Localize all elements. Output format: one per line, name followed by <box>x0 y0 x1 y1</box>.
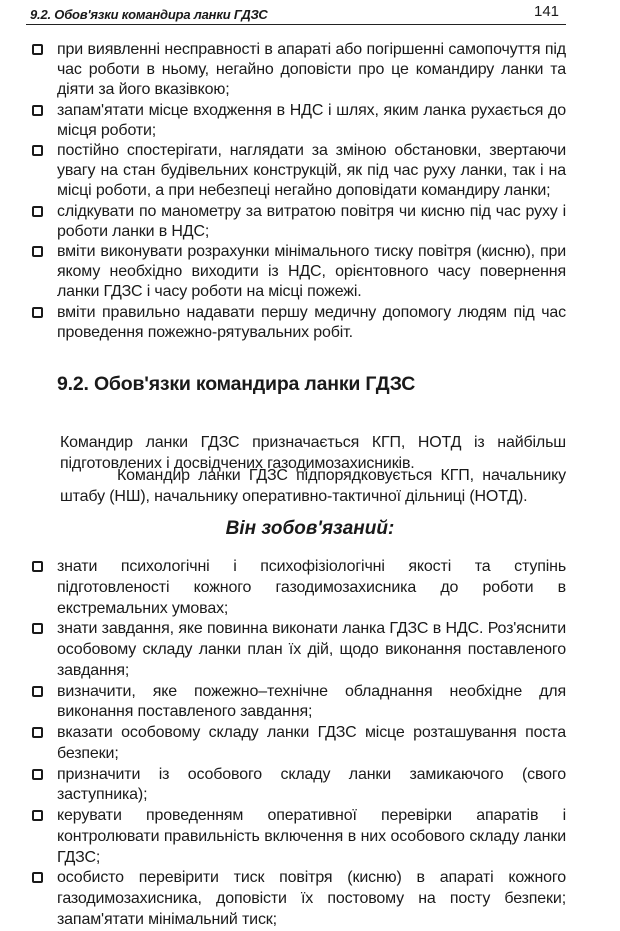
checkbox-bullet-icon <box>32 810 43 821</box>
header-rule <box>26 24 566 25</box>
checkbox-bullet-icon <box>32 206 43 217</box>
list-item <box>31 619 566 681</box>
duties-subheading: Він зобов'язаний: <box>225 518 395 539</box>
list-item-text: призначити із особового складу ланки замикаючого (свого заступника); <box>57 765 566 804</box>
list-item-text: слідкувати по манометру за витратою повітря чи кисню під час руху і роботи ланки в НДС; <box>57 202 566 240</box>
list-item-text: керувати проведенням оперативної перевірки апаратів і контролювати правильність включення в них особового складу ланки ГДЗС; <box>57 807 566 866</box>
list-item <box>31 242 566 303</box>
list-item-text: особисто перевірити тиск повітря (кисню) в апараті кожного газодимозахисника, доповісти їх постовому на посту безпеки; запам'ятати мінімальний тиск; <box>57 869 566 928</box>
list-item <box>31 682 566 724</box>
list-item <box>31 806 566 868</box>
running-head: 9.2. Обов'язки командира ланки ГДЗС <box>30 7 268 22</box>
paragraph-appointment: Командир ланки ГДЗС призначається КГП, НОТД із найбільш підготовлених і досвідчених газодимозахисників. <box>60 434 566 472</box>
checkbox-bullet-icon <box>32 246 43 257</box>
section-heading: 9.2. Обов'язки командира ланки ГДЗС <box>57 373 416 395</box>
list-item-text: визначити, яке пожежно–технічне обладнання необхідне для виконання поставленого завдання; <box>57 682 566 721</box>
checkbox-bullet-icon <box>32 727 43 738</box>
list-item-text: вміти правильно надавати першу медичну допомогу людям під час проведення пожежно-рятувальних робіт. <box>57 303 566 341</box>
list-item-text: при виявленні несправності в апараті або погіршенні самопочуття під час роботи в ньому, негайно доповісти про це командиру ланки та діяти за його вказівкою; <box>57 41 566 99</box>
checkbox-bullet-icon <box>32 872 43 883</box>
duties-list-top <box>31 40 566 343</box>
list-item <box>31 202 566 242</box>
list-item-text: вказати особовому складу ланки ГДЗС місце розташування поста безпеки; <box>57 724 566 762</box>
list-item <box>31 765 566 807</box>
list-item <box>31 303 566 343</box>
checkbox-bullet-icon <box>32 105 43 116</box>
list-item <box>31 557 566 619</box>
list-item-text: вміти виконувати розрахунки мінімального тиску повітря (кисню), при якому необхідно виходити із НДС, орієнтовного часу повернення ланки ГДЗС і часу роботи на місці пожежі. <box>57 243 566 301</box>
list-item-text: знати завдання, яке повинна виконати ланка ГДЗС в НДС. Роз'яснити особовому складу ланки план їх дій, щодо виконання поставленого завдання; <box>57 620 566 679</box>
checkbox-bullet-icon <box>32 769 43 780</box>
list-item <box>31 723 566 765</box>
paragraph-subordination: Командир ланки ГДЗС підпорядковується КГП, начальнику штабу (НШ), начальнику оперативно-тактичної дільниці (НОТД). <box>60 467 566 505</box>
checkbox-bullet-icon <box>32 561 43 572</box>
checkbox-bullet-icon <box>32 686 43 697</box>
page-number: 141 <box>534 3 560 20</box>
list-item <box>31 40 566 101</box>
list-item <box>31 101 566 141</box>
checkbox-bullet-icon <box>32 623 43 634</box>
checkbox-bullet-icon <box>32 307 43 318</box>
duties-list-bottom <box>31 557 566 931</box>
checkbox-bullet-icon <box>32 145 43 156</box>
list-item-text: знати психологічні і психофізіологічні якості та ступінь підготовленості кожного газодимозахисника до роботи в екстремальних умовах; <box>57 558 566 617</box>
list-item-text: запам'ятати місце входження в НДС і шлях, яким ланка рухається до місця роботи; <box>57 101 566 139</box>
list-item-text: постійно спостерігати, наглядати за зміною обстановки, звертаючи увагу на стан будівельних конструкцій, як під час руху ланки, так і на місці роботи, а при небезпеці негайно доповідати командиру ланки; <box>57 142 566 200</box>
checkbox-bullet-icon <box>32 44 43 55</box>
list-item <box>31 141 566 202</box>
list-item <box>31 868 566 930</box>
